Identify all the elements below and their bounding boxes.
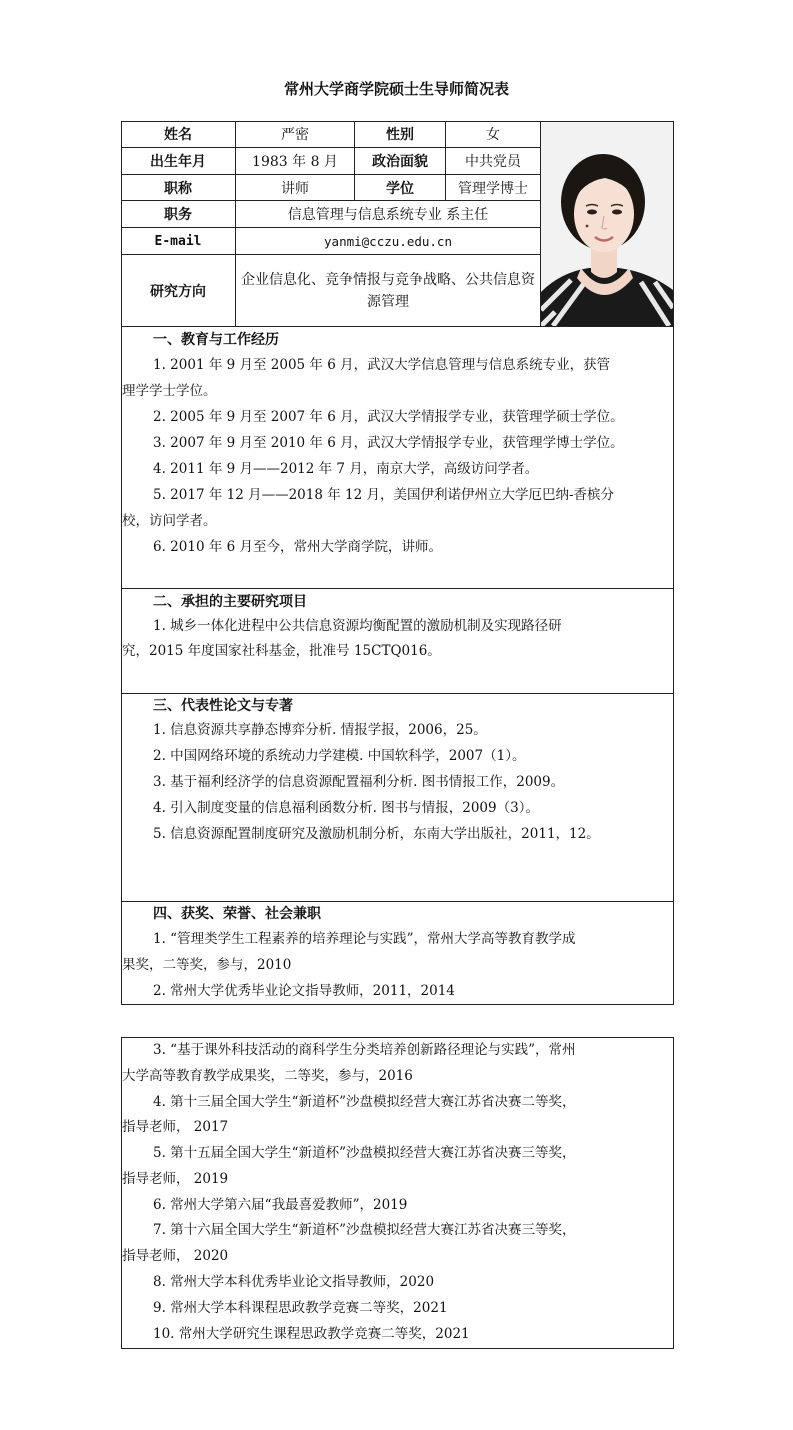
gender-label: 性别: [386, 127, 414, 143]
email-label: E-mail: [154, 233, 202, 249]
list-item: 8. 常州大学本科优秀毕业论文指导教师，2020: [153, 1274, 435, 1290]
section-papers-title: 三、代表性论文与专著: [153, 698, 293, 714]
list-item: 究，2015 年度国家社科基金，批准号 15CTQ016。: [122, 643, 441, 659]
research-value: 企业信息化、竞争情报与竞争战略、公共信息资源管理: [241, 271, 535, 310]
degree-value: 管理学博士: [458, 180, 528, 197]
list-item: 1. 信息资源共享静态博弈分析. 情报学报，2006，25。: [153, 722, 487, 738]
gender-value: 女: [486, 127, 500, 143]
document-title: 常州大学商学院硕士生导师简况表: [283, 80, 509, 98]
position-value: 信息管理与信息系统专业 系主任: [287, 207, 489, 223]
list-item: 4. 2011 年 9 月——2012 年 7 月，南京大学，高级访问学者。: [153, 461, 539, 477]
list-item: 9. 常州大学本科课程思政教学竞赛二等奖，2021: [153, 1300, 448, 1316]
list-item: 6. 常州大学第六届“我最喜爱教师”，2019: [153, 1197, 408, 1213]
list-item: 大学高等教育教学成果奖，二等奖，参与，2016: [122, 1068, 413, 1084]
list-item: 2. 中国网络环境的系统动力学建模. 中国软科学，2007（1）。: [153, 748, 526, 764]
portrait-icon: [541, 122, 673, 326]
list-item: 5. 第十五届全国大学生“新道杯”沙盘模拟经营大赛江苏省决赛三等奖，: [153, 1145, 576, 1161]
degree-label: 学位: [386, 180, 414, 197]
portrait-photo: [541, 122, 673, 326]
list-item: 5. 2017 年 12 月——2018 年 12 月，美国伊利诺伊州立大学厄巴纳-香槟分: [153, 487, 615, 503]
birth-value: 1983 年 8 月: [252, 154, 338, 170]
list-item: 4. 第十三届全国大学生“新道杯”沙盘模拟经营大赛江苏省决赛二等奖，: [153, 1094, 576, 1110]
list-item: 指导老师， 2019: [122, 1171, 229, 1187]
list-item: 1. 城乡一体化进程中公共信息资源均衡配置的激励机制及实现路径研: [153, 618, 562, 634]
list-item: 校，访问学者。: [122, 513, 217, 529]
section-projects-title: 二、承担的主要研究项目: [153, 594, 307, 610]
list-item: 3. “基于课外科技活动的商科学生分类培养创新路径理论与实践”，常州: [153, 1042, 576, 1058]
politics-label: 政治面貌: [372, 154, 428, 170]
list-item: 果奖，二等奖，参与，2010: [122, 957, 292, 973]
list-item: 5. 信息资源配置制度研究及激励机制分析，东南大学出版社，2011，12。: [153, 826, 600, 842]
email-value: yanmi@cczu.edu.cn: [324, 233, 452, 249]
list-item: 3. 基于福利经济学的信息资源配置福利分析. 图书情报工作，2009。: [153, 774, 565, 790]
list-item: 指导老师， 2017: [122, 1119, 229, 1135]
list-item: 1. “管理类学生工程素养的培养理论与实践”，常州大学高等教育教学成: [153, 931, 576, 947]
name-value: 严密: [281, 127, 309, 143]
research-label: 研究方向: [150, 283, 206, 300]
position-label: 职务: [164, 207, 192, 223]
list-item: 4. 引入制度变量的信息福利函数分析. 图书与情报，2009（3）。: [153, 800, 539, 816]
list-item: 1. 2001 年 9 月至 2005 年 6 月，武汉大学信息管理与信息系统专业，获管: [153, 357, 611, 373]
list-item: 7. 第十六届全国大学生“新道杯”沙盘模拟经营大赛江苏省决赛三等奖，: [153, 1222, 576, 1238]
rank-value: 讲师: [281, 180, 309, 197]
list-item: 2. 2005 年 9 月至 2007 年 6 月，武汉大学情报学专业，获管理学硕士学位。: [153, 409, 624, 425]
list-item: 2. 常州大学优秀毕业论文指导教师，2011，2014: [153, 983, 455, 999]
section-education-title: 一、教育与工作经历: [153, 332, 279, 348]
list-item: 指导老师， 2020: [122, 1248, 229, 1264]
list-item: 理学学士学位。: [122, 383, 217, 399]
politics-value: 中共党员: [465, 154, 521, 170]
section-awards-title: 四、获奖、荣誉、社会兼职: [153, 906, 321, 922]
rank-label: 职称: [164, 180, 192, 197]
name-label: 姓名: [164, 127, 192, 143]
list-item: 6. 2010 年 6 月至今，常州大学商学院，讲师。: [153, 539, 442, 555]
list-item: 3. 2007 年 9 月至 2010 年 6 月，武汉大学情报学专业，获管理学博士学位。: [153, 435, 624, 451]
list-item: 10. 常州大学研究生课程思政教学竞赛二等奖，2021: [153, 1326, 470, 1342]
birth-label: 出生年月: [150, 154, 206, 170]
